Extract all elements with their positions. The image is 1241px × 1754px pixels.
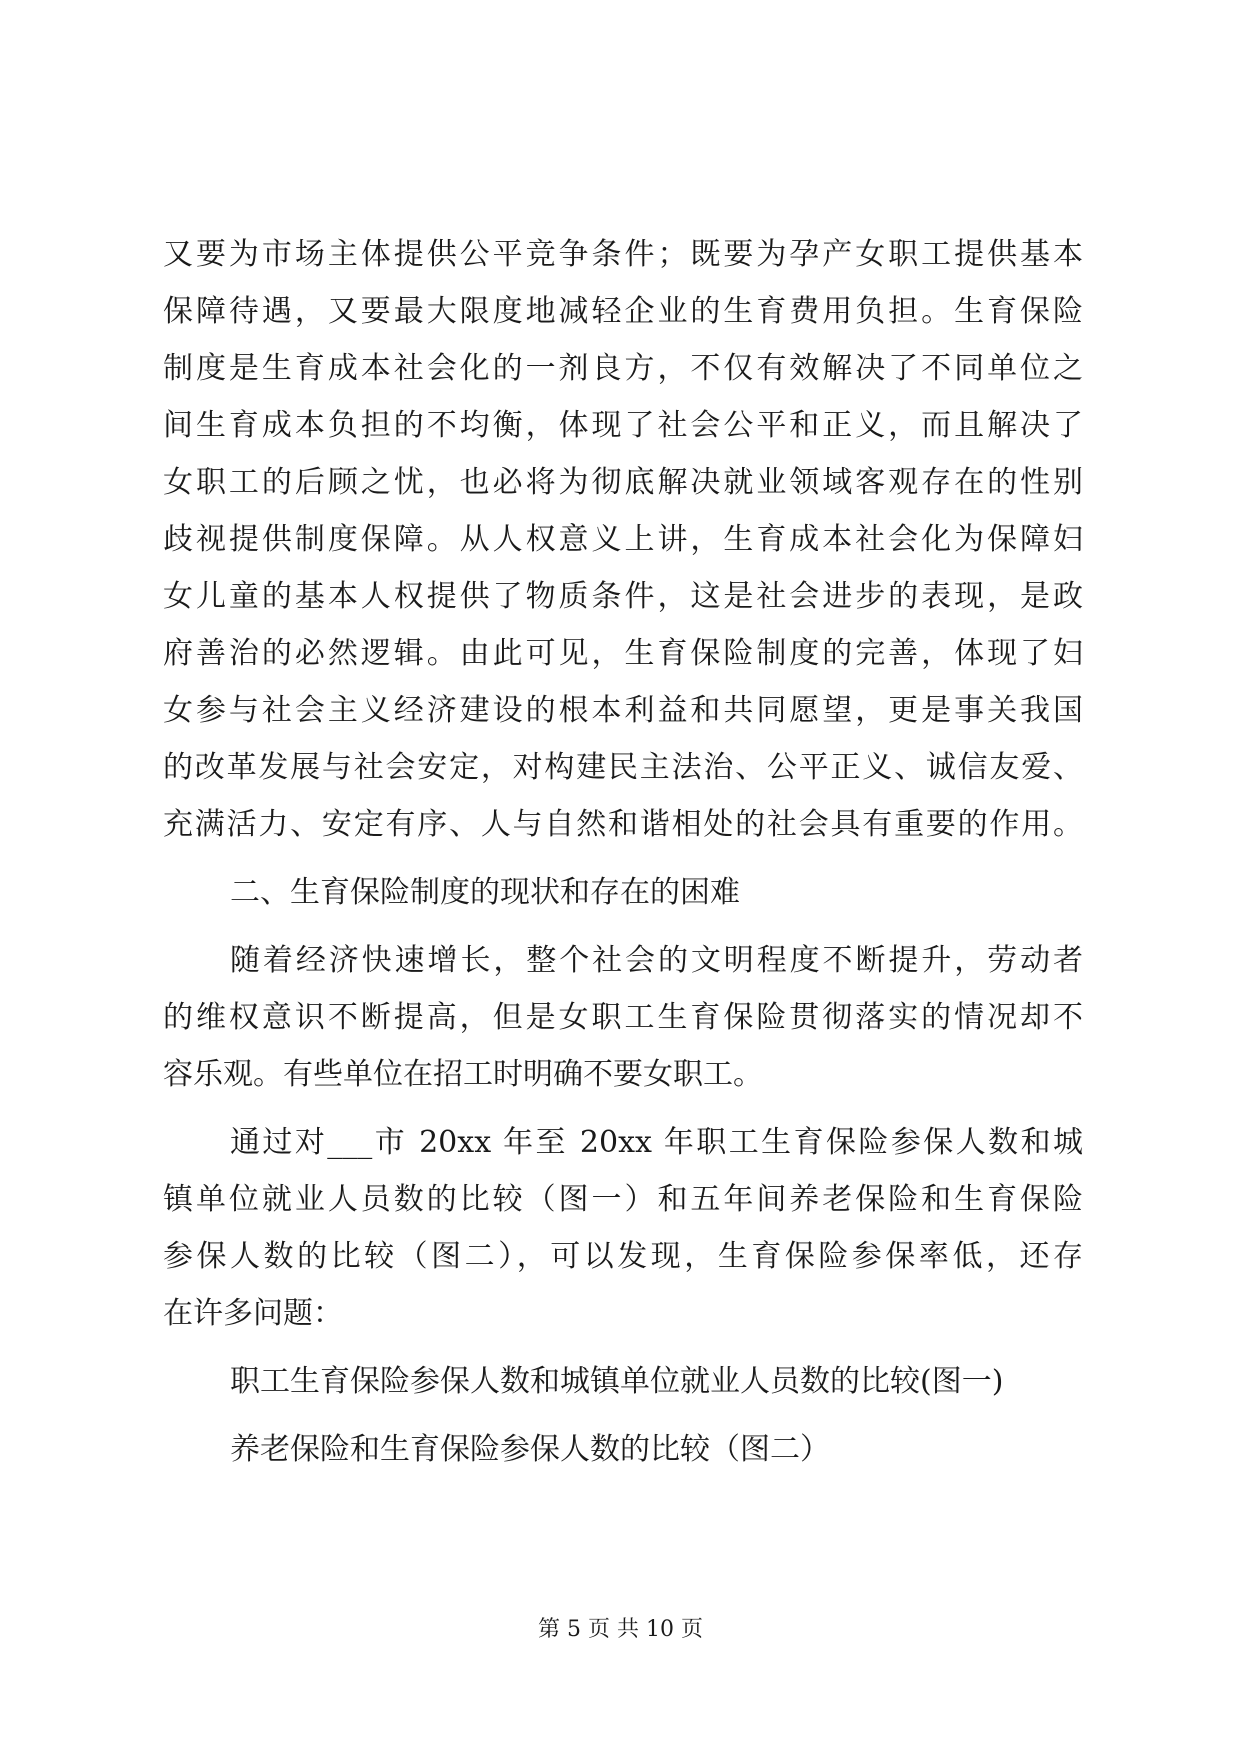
paragraph-line: 制度是生育成本社会化的一剂良方，不仅有效解决了不同单位之 [163, 351, 1083, 386]
document-body [163, 226, 1083, 1478]
paragraph-line: 容乐观。有些单位在招工时明确不要女职工。 [163, 1057, 763, 1092]
paragraph-line: 女参与社会主义经济建设的根本利益和共同愿望，更是事关我国 [163, 693, 1083, 728]
paragraph-line: 镇单位就业人员数的比较（图一）和五年间养老保险和生育保险 [163, 1182, 1083, 1217]
paragraph-line: 随着经济快速增长，整个社会的文明程度不断提升，劳动者 [230, 943, 1083, 978]
paragraph-line: 的维权意识不断提高，但是女职工生育保险贯彻落实的情况却不 [163, 1000, 1083, 1035]
figure-caption-2: 养老保险和生育保险参保人数的比较（图二） [230, 1432, 830, 1467]
paragraph-3 [163, 1114, 1083, 1342]
paragraph-line: 保障待遇，又要最大限度地减轻企业的生育费用负担。生育保险 [163, 294, 1083, 329]
paragraph-line: 又要为市场主体提供公平竞争条件；既要为孕产女职工提供基本 [163, 237, 1083, 272]
paragraph-line: 在许多问题： [163, 1296, 343, 1331]
page-footer: 第 5 页 共 10 页 [538, 1617, 703, 1642]
paragraph-line: 女儿童的基本人权提供了物质条件，这是社会进步的表现，是政 [163, 579, 1083, 614]
section-heading: 二、生育保险制度的现状和存在的困难 [230, 875, 740, 910]
paragraph-2 [163, 932, 1083, 1103]
paragraph-line: 参保人数的比较（图二），可以发现，生育保险参保率低，还存 [163, 1239, 1083, 1274]
paragraph-line: 府善治的必然逻辑。由此可见，生育保险制度的完善，体现了妇 [163, 636, 1083, 671]
paragraph-line: 歧视提供制度保障。从人权意义上讲，生育成本社会化为保障妇 [163, 522, 1083, 557]
paragraph-line: 的改革发展与社会安定，对构建民主法治、公平正义、诚信友爱、 [163, 750, 1083, 785]
paragraph-line: 充满活力、安定有序、人与自然和谐相处的社会具有重要的作用。 [163, 807, 1083, 842]
paragraph-line: 通过对___市 20xx 年至 20xx 年职工生育保险参保人数和城 [230, 1125, 1083, 1160]
paragraph-line: 女职工的后顾之忧，也必将为彻底解决就业领域客观存在的性别 [163, 465, 1083, 500]
paragraph-1 [163, 226, 1083, 853]
figure-caption-1: 职工生育保险参保人数和城镇单位就业人员数的比较(图一) [230, 1364, 1004, 1399]
paragraph-line: 间生育成本负担的不均衡，体现了社会公平和正义，而且解决了 [163, 408, 1083, 443]
